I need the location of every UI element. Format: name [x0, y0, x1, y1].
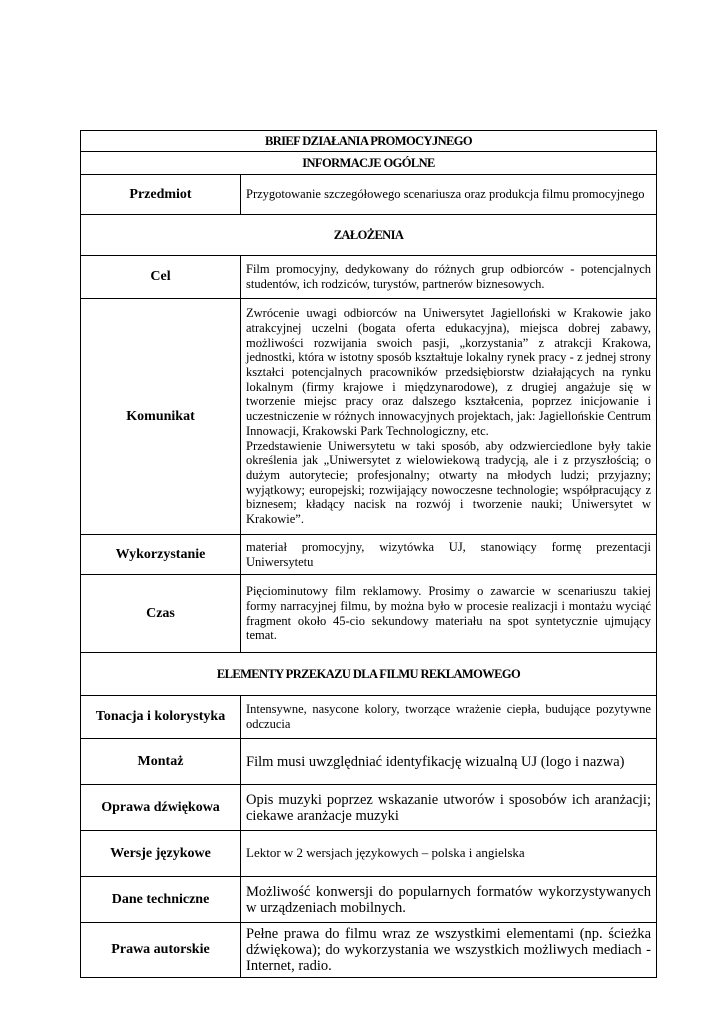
value-cel: Film promocyjny, dedykowany do różnych grup odbiorców - potencjalnych studentów, ich rodziców, turystów, partnerów biznesowych. — [241, 256, 657, 299]
row-dane — [81, 877, 657, 923]
row-oprawa — [81, 785, 657, 831]
value-wersje: Lektor w 2 wersjach językowych – polska i angielska — [241, 831, 657, 877]
value-przedmiot: Przygotowanie szczegółowego scenariusza oraz produkcja filmu promocyjnego — [241, 175, 657, 215]
value-wykorzystanie: materiał promocyjny, wizytówka UJ, stanowiący formę prezentacji Uniwersytetu — [241, 535, 657, 575]
value-oprawa: Opis muzyki poprzez wskazanie utworów i sposobów ich aranżacji; ciekawe aranżacje muzyki — [241, 785, 657, 831]
section-general-heading: INFORMACJE OGÓLNE — [81, 152, 657, 175]
row-cel — [81, 256, 657, 299]
row-tonacja — [81, 696, 657, 739]
row-montaz — [81, 739, 657, 785]
label-przedmiot: Przedmiot — [81, 175, 241, 215]
row-prawa — [81, 923, 657, 978]
value-prawa: Pełne prawa do filmu wraz ze wszystkimi elementami (np. ścieżka dźwiękowa); do wykorzystania we wszystkich możliwych mediach - Internet, radio. — [241, 923, 657, 978]
label-komunikat: Komunikat — [81, 299, 241, 535]
title-row — [81, 131, 657, 152]
elements-header-row — [81, 653, 657, 696]
label-montaz: Montaż — [81, 739, 241, 785]
value-komunikat — [241, 299, 657, 535]
label-czas: Czas — [81, 575, 241, 653]
assumptions-header-row — [81, 215, 657, 256]
document-title: BRIEF DZIAŁANIA PROMOCYJNEGO — [81, 131, 657, 152]
row-czas — [81, 575, 657, 653]
section-elements-heading: ELEMENTY PRZEKAZU DLA FILMU REKLAMOWEGO — [81, 653, 657, 696]
value-dane: Możliwość konwersji do popularnych formatów wykorzystywanych w urządzeniach mobilnych. — [241, 877, 657, 923]
row-wykorzystanie — [81, 535, 657, 575]
section-assumptions-heading: ZAŁOŻENIA — [81, 215, 657, 256]
value-czas: Pięciominutowy film reklamowy. Prosimy o zawarcie w scenariuszu takiej formy narracyjnej filmu, by można było w procesie realizacji i montażu wyciąć fragment około 45-cio sekundowy materiału na spot syntetycznie ujmujący temat. — [241, 575, 657, 653]
komunikat-paragraph-1: Zwrócenie uwagi odbiorców na Uniwersytet Jagielloński w Krakowie jako atrakcyjnej uczelni (bogata oferta edukacyjna), miejsca dobrej zabawy, możliwości rozwijania swoich pasji, „korzystania” z atrakcji Krakowa, jednostki, która w istotny sposób kształtuje lokalny rynek pracy - z jednej strony kształci potencjalnych pracowników przedsiębiorstw działających na rynku lokalnym (firmy krajowe i międzynarodowe), z drugiej angażuje się w tworzenie miejsc pracy oraz dalszego kształcenia, poprzez inicjowanie i uczestniczenie w różnych innowacyjnych projektach, jak: Jagiellońskie Centrum Innowacji, Krakowski Park Technologiczny, etc. — [246, 306, 651, 438]
komunikat-paragraph-2: Przedstawienie Uniwersytetu w taki sposób, aby odzwierciedlone były takie określenia jak „Uniwersytet z wielowiekową tradycją, ale i z przyszłością; o dużym autorytecie; profesjonalny; otwarty na młodych ludzi; przyjazny; wyjątkowy; europejski; rozwijający nowoczesne technologie; współpracujący z biznesem; kładący nacisk na rozwój i tworzenie nauki; Uniwersytet w Krakowie”. — [246, 438, 651, 527]
label-wersje: Wersje językowe — [81, 831, 241, 877]
label-tonacja: Tonacja i kolorystyka — [81, 696, 241, 739]
label-wykorzystanie: Wykorzystanie — [81, 535, 241, 575]
label-dane: Dane techniczne — [81, 877, 241, 923]
row-przedmiot — [81, 175, 657, 215]
general-header-row — [81, 152, 657, 175]
value-tonacja: Intensywne, nasycone kolory, tworzące wrażenie ciepła, budujące pozytywne odczucia — [241, 696, 657, 739]
label-cel: Cel — [81, 256, 241, 299]
row-komunikat — [81, 299, 657, 535]
label-prawa: Prawa autorskie — [81, 923, 241, 978]
row-wersje — [81, 831, 657, 877]
value-montaz: Film musi uwzględniać identyfikację wizualną UJ (logo i nazwa) — [241, 739, 657, 785]
brief-table — [80, 130, 657, 978]
label-oprawa: Oprawa dźwiękowa — [81, 785, 241, 831]
